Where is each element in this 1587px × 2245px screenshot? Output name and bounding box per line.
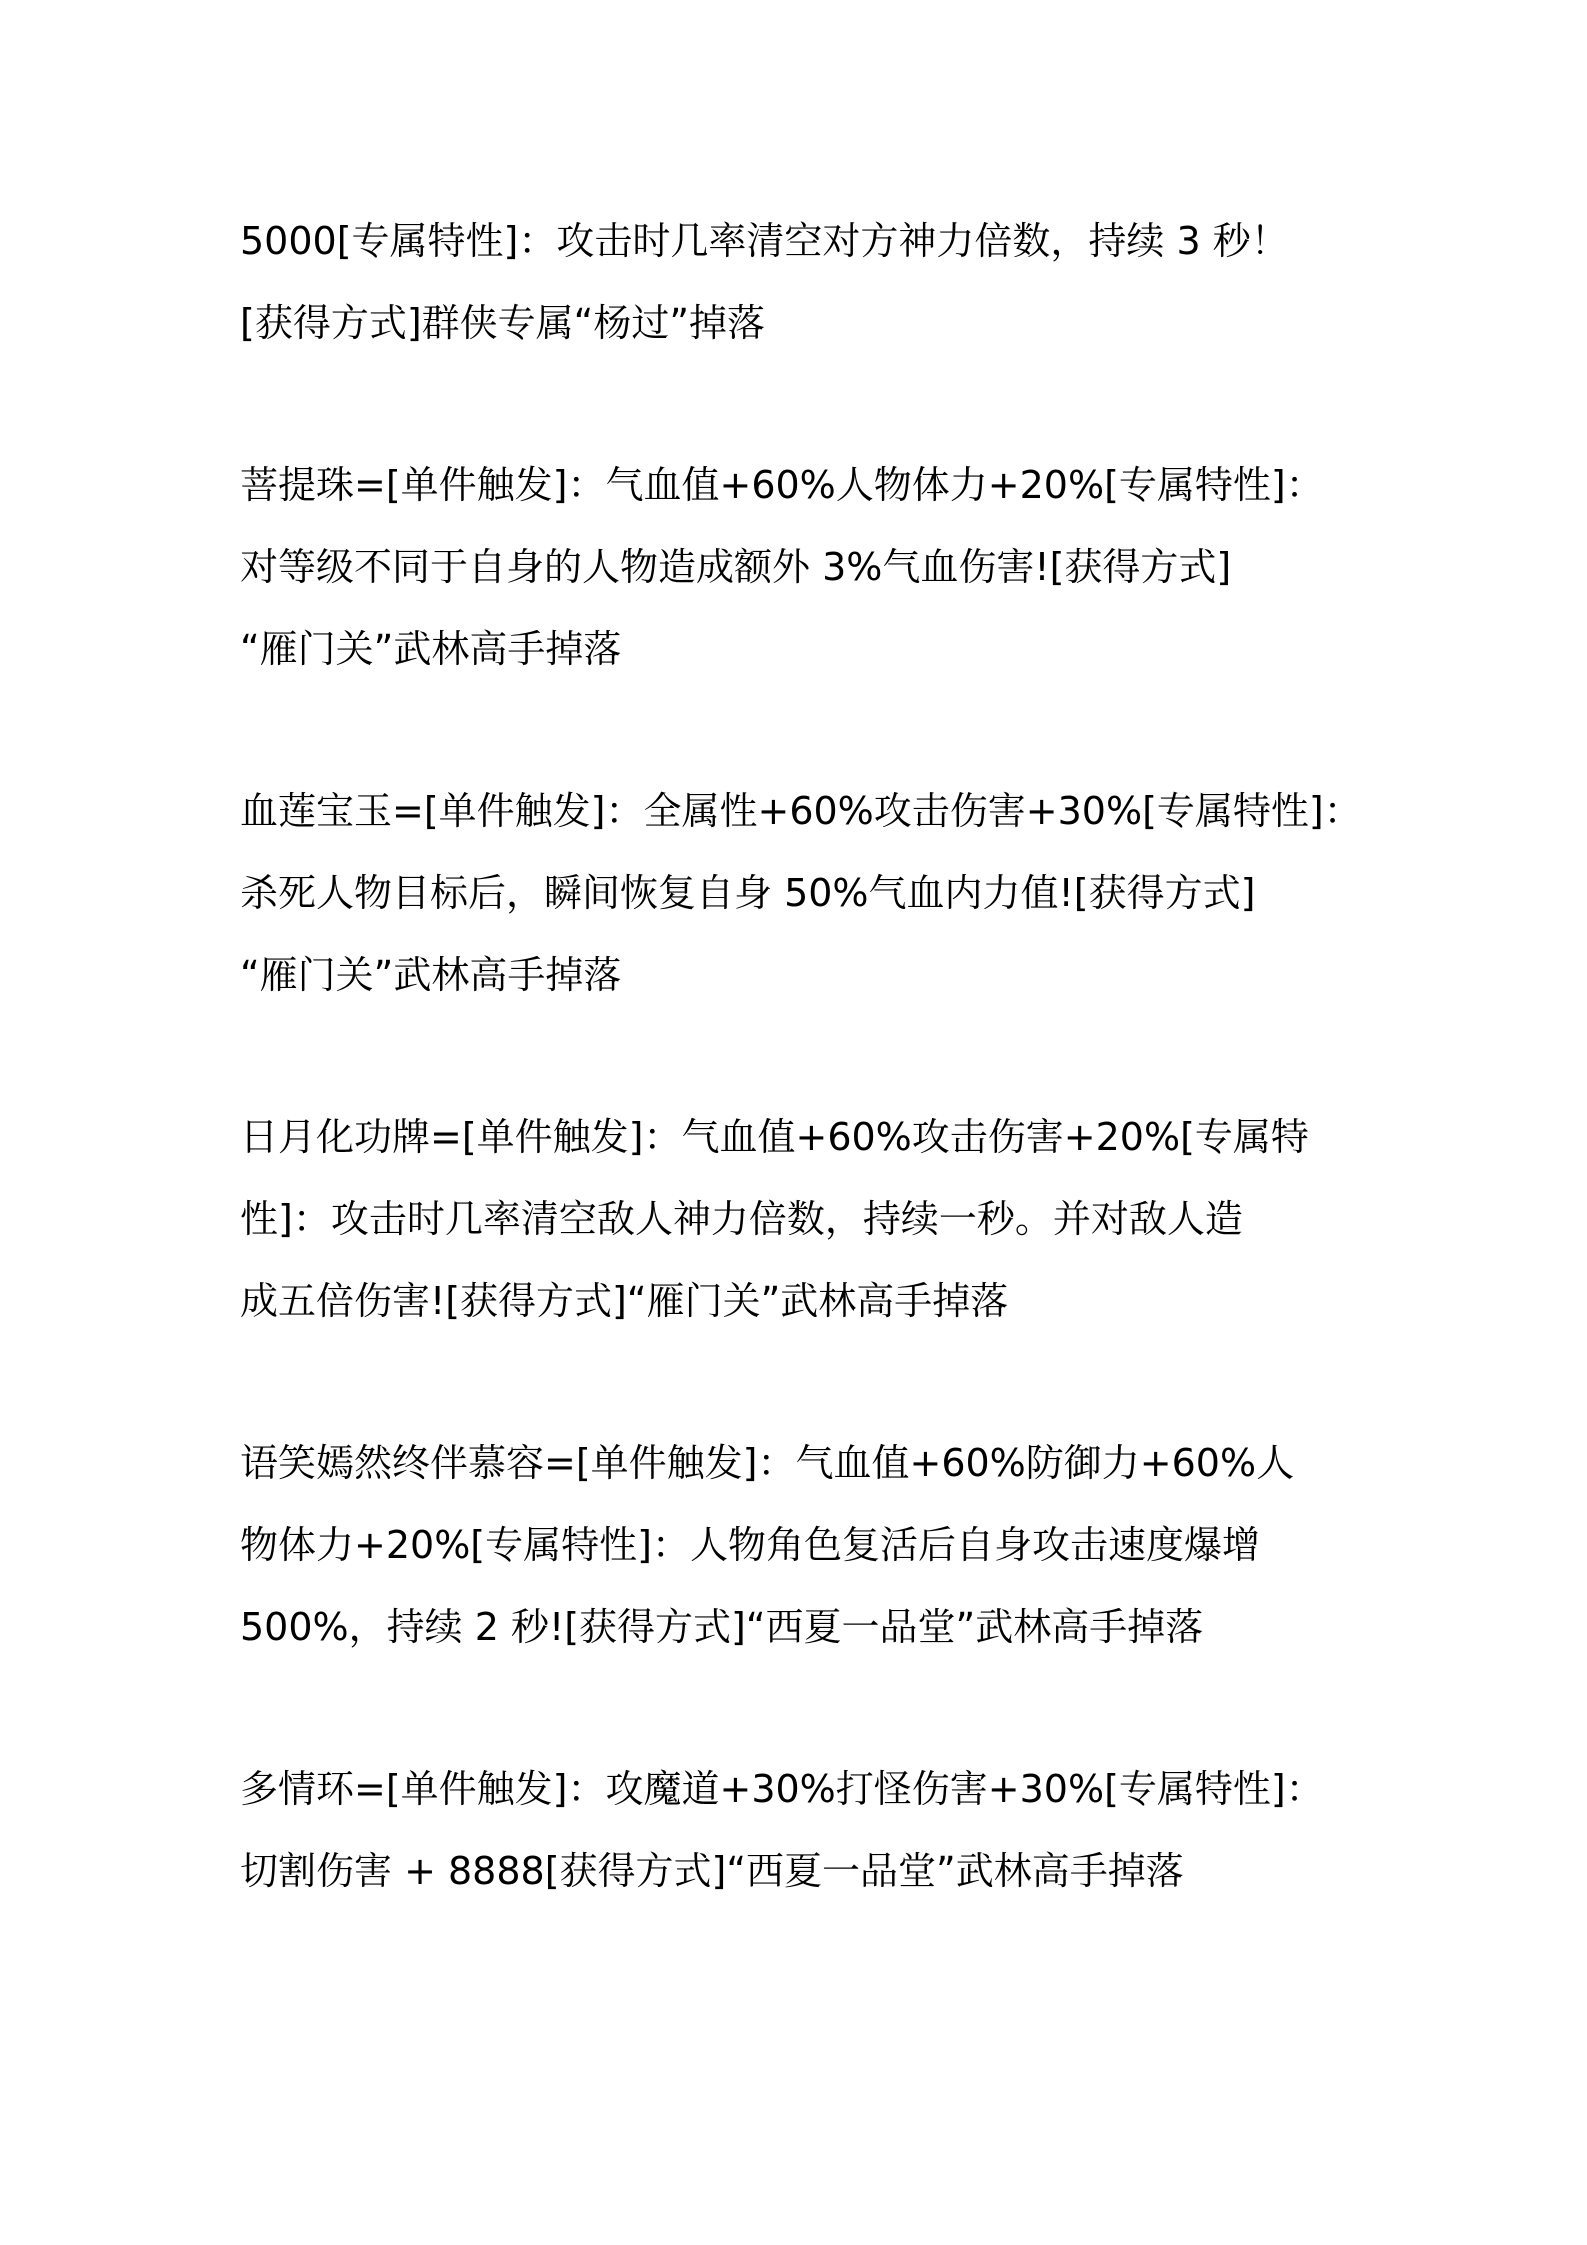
paragraph-line: 对等级不同于自身的人物造成额外 3%气血伤害![获得方式] (240, 545, 1232, 589)
document-body (240, 200, 1370, 1992)
paragraph-line: 物体力+20%[专属特性]：人物角色复活后自身攻击速度爆增 (240, 1523, 1260, 1567)
paragraph-entry (240, 1096, 1370, 1342)
paragraph-line: 切割伤害 + 8888[获得方式]“西夏一品堂”武林高手掉落 (240, 1849, 1184, 1893)
paragraph-line: 性]：攻击时几率清空敌人神力倍数，持续一秒。并对敌人造 (240, 1197, 1243, 1241)
paragraph-line: [获得方式]群侠专属“杨过”掉落 (240, 301, 766, 345)
paragraph-line: 杀死人物目标后，瞬间恢复自身 50%气血内力值![获得方式] (240, 871, 1256, 915)
paragraph-line: 语笑嫣然终伴慕容=[单件触发]：气血值+60%防御力+60%人 (240, 1441, 1295, 1485)
paragraph-line: 成五倍伤害![获得方式]“雁门关”武林高手掉落 (240, 1279, 1009, 1323)
paragraph-line: 500%，持续 2 秒![获得方式]“西夏一品堂”武林高手掉落 (240, 1605, 1204, 1649)
paragraph-entry (240, 444, 1370, 690)
paragraph-line: 多情环=[单件触发]：攻魔道+30%打怪伤害+30%[专属特性]： (240, 1767, 1324, 1811)
paragraph-entry (240, 770, 1370, 1016)
paragraph-line: 菩提珠=[单件触发]：气血值+60%人物体力+20%[专属特性]： (240, 463, 1324, 507)
paragraph-line: 5000[专属特性]：攻击时几率清空对方神力倍数，持续 3 秒！ (240, 219, 1289, 263)
paragraph-entry (240, 200, 1370, 364)
paragraph-entry (240, 1748, 1370, 1912)
paragraph-line: “雁门关”武林高手掉落 (240, 953, 622, 997)
paragraph-line: “雁门关”武林高手掉落 (240, 627, 622, 671)
paragraph-line: 日月化功牌=[单件触发]：气血值+60%攻击伤害+20%[专属特 (240, 1115, 1309, 1159)
paragraph-entry (240, 1422, 1370, 1668)
paragraph-line: 血莲宝玉=[单件触发]：全属性+60%攻击伤害+30%[专属特性]： (240, 789, 1362, 833)
